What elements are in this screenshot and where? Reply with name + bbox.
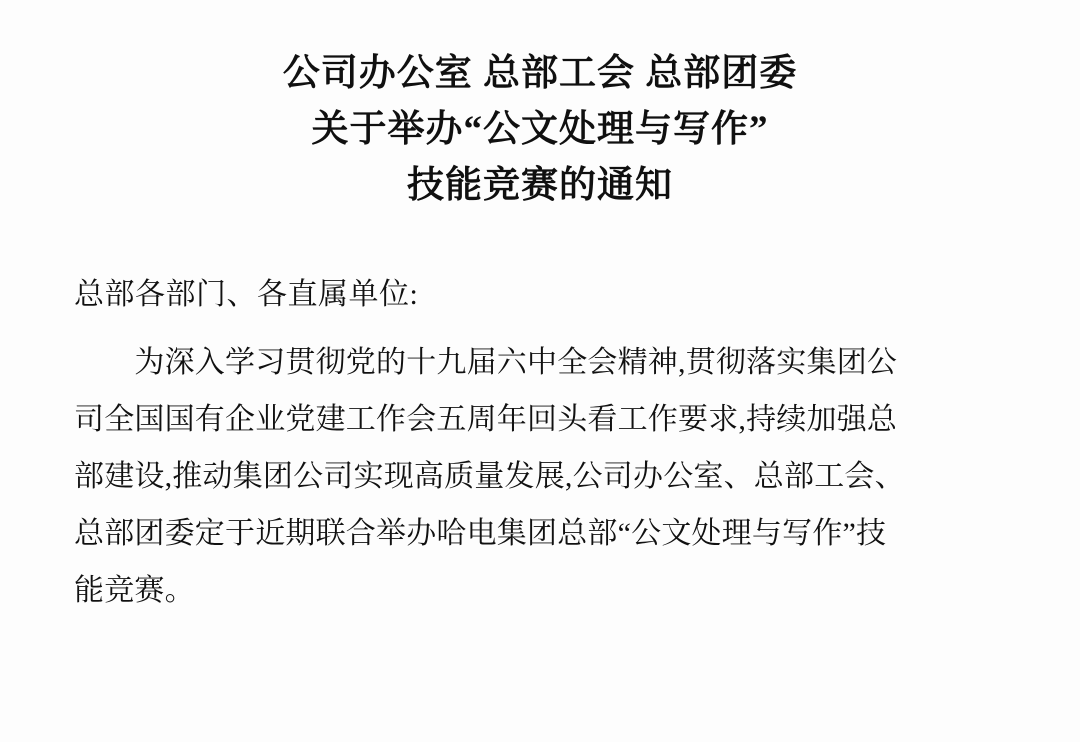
document-title-line-1: 公司办公室 总部工会 总部团委 bbox=[282, 53, 798, 94]
body-line-2: 司全国国有企业党建工作会五周年回头看工作要求,持续加强总 bbox=[74, 403, 898, 436]
body-line-1: 为深入学习贯彻党的十九届六中全会精神,贯彻落实集团公 bbox=[74, 346, 898, 379]
addressee-body-spacer bbox=[74, 320, 1006, 334]
document-title bbox=[74, 46, 1006, 214]
document-title-line-2: 关于举办“公文处理与写作” bbox=[311, 109, 769, 150]
document-addressee: 总部各部门、各直属单位: bbox=[74, 278, 419, 311]
body-line-3: 部建设,推动集团公司实现高质量发展,公司办公室、总部工会、 bbox=[74, 460, 905, 493]
body-line-4: 总部团委定于近期联合举办哈电集团总部“公文处理与写作”技 bbox=[74, 517, 887, 550]
document-body-paragraph bbox=[74, 334, 1006, 619]
document-title-line-3: 技能竞赛的通知 bbox=[407, 165, 673, 206]
title-body-spacer bbox=[74, 214, 1006, 270]
body-line-5: 能竞赛。 bbox=[74, 574, 195, 607]
